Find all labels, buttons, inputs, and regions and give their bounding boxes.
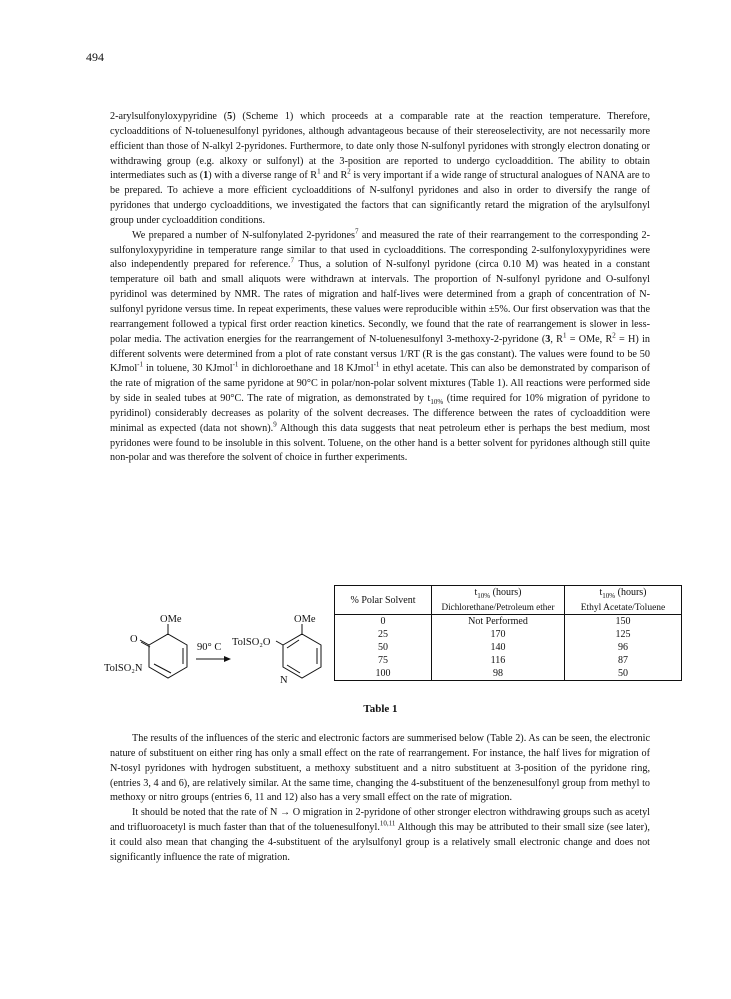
- left-nitrogen-label: TolSO₂N: [104, 663, 143, 674]
- paragraph-3: The results of the influences of the steric and electronic factors are summerised below (Table 2). As can be seen, the electronic nature of substituent on either ring has only a small effect on the rate of rearrangement. For instance, the half lives for migration of N-tosyl pyridones with hydrogen substituent, a methoxy substituent and a nitro substituent at 3-position of the pyridone ring, (entries 3, 4 and 6), are relatively similar. At the same time, changing the 4-substituent of the benzenesulfonyl group from methyl to methoxy or nitro groups (entries 6, 11 and 12) also has a very small effect on the rate of migration.: [110, 733, 650, 804]
- header-polar-solvent: % Polar Solvent: [335, 586, 432, 615]
- right-ome-label: OMe: [294, 614, 316, 625]
- table-1: [334, 585, 682, 681]
- table-row: 100 98 50: [335, 667, 682, 681]
- pyridone-structure: [140, 624, 187, 678]
- reaction-arrow: [196, 656, 231, 662]
- table-row: 0 Not Performed 150: [335, 615, 682, 629]
- right-nitrogen-label: N: [280, 675, 288, 686]
- left-ome-label: OMe: [160, 614, 182, 625]
- paragraph-1: 2-arylsulfonyloxypyridine (5) (Scheme 1) which proceeds at a comparable rate at the reaction temperature. Therefore, cycloadditions of N-toluenesulfonyl pyridones, although advantageous because of their stereoselectivity, are not necessarily more efficient than those of N-alkyl 2-pyridones. Furthermore, to date only those N-sulfonyl pyridones with strongly electron donating or withdrawing group (e.g. alkoxy or sulfonyl) at the 3-position are reported to undergo cycloaddition. The ability to obtain intermediates such as (1) with a diverse range of $R^1$ and $R^2$ is very important if a wide range of structural analogues of NANA are to be prepared. To achieve a more efficient cycloadditions of N-sulfonyl pyridones and also in order to diversify the range of pyridones that undergo cycloadditions, we investigated the factors that can significantly retard the migration of the arylsulfonyl group under cycloaddition conditions.: [110, 111, 650, 226]
- body-text-lower: [110, 732, 650, 866]
- paragraph-4: It should be noted that the rate of N → O migration in 2-pyridone of other stronger electron withdrawing groups such as acetyl and trifluoroacetyl is much faster than that of the toluenesulfonyl.$^{10,11}$ Although this may be attributed to their small size (see later), it could also mean that changing the 4-substituent of the arylsulfonyl group is a relatively small electronic change and does not significantly influence the rate of migration.: [110, 807, 650, 863]
- pyridinol-structure: [276, 624, 321, 678]
- body-text-upper: [110, 110, 650, 466]
- paragraph-2: We prepared a number of N-sulfonylated 2-pyridones$^7$ and measured the rate of their rearrangement to the corresponding 2-sulfonyloxypyridine in temperature range similar to that used in cycloadditions. The corresponding 2-sulfonyloxypyridines were also independently prepared for reference.$^7$ Thus, a solution of N-sulfonyl pyridone (circa 0.10 M) was heated in a constant temperature oil bath and small aliquots were withdrawn at intervals. The proportion of N-sulfonyl pyridone and O-sulfonyl pyridinol was determined by NMR. The rates of migration and half-lives were determined from a graph of concentration of N-sulfonyl pyridone versus time. In repeat experiments, these values were reproducible within ±5%. Our first observation was that the rearrangement followed a typical first order reaction kinetics. Secondly, we found that the rate of rearrangement is slower in less-polar media. The activation energies for the rearrangement of N-toluenesulfonyl 3-methoxy-2-pyridone (3, $R^1$ = OMe, $R^2 = H$) in different solvents were determined from a plot of rate constant versus 1/RT (R is the gas constant). The values were found to be 50 KJmol$^{-1}$ in toluene, 30 KJmol$^{-1}$ in dichloroethane and 18 KJmol$^{-1}$ in ethyl acetate. This can also be demonstrated by comparison of the rate of migration of the same pyridone at 90°C in polar/non-polar solvent mixtures (Table 1). All reactions were performed side by side in sealed tubes at 90°C. The rate of migration, as demonstrated by $t_{10\%}$ (time required for 10% migration of pyridone to pyridinol) considerably decreases as polarity of the solvent decreases. The difference between the rates of cycloaddition were minimal as expected (data not shown).$^9$ Although this data suggests that neat petroleum ether is perhaps the best medium, most pyridones were found to be insoluble in this solvent. Toluene, on the other hand is a better solvent for pyridones although still quite non-polar and was therefore the solvent of choice in further experiments.: [110, 227, 651, 464]
- arrow-temperature-label: 90° C: [197, 642, 222, 653]
- right-oxygen-label: TolSO₂O: [232, 637, 271, 648]
- table-caption: Table 1: [363, 703, 398, 715]
- header-dichlorethane: $t_{10\%}$ (hours) Dichlorethane/Petroleum ether: [432, 586, 565, 615]
- page-number: 494: [86, 50, 104, 64]
- table-row: 75 116 87: [335, 654, 682, 667]
- header-ethyl-acetate: $t_{10\%}$ (hours) Ethyl Acetate/Toluene: [565, 586, 682, 615]
- table-header-row: [335, 586, 682, 615]
- table-row: 25 170 125: [335, 628, 682, 641]
- table-row: 50 140 96: [335, 641, 682, 654]
- left-o-label: O: [130, 634, 138, 645]
